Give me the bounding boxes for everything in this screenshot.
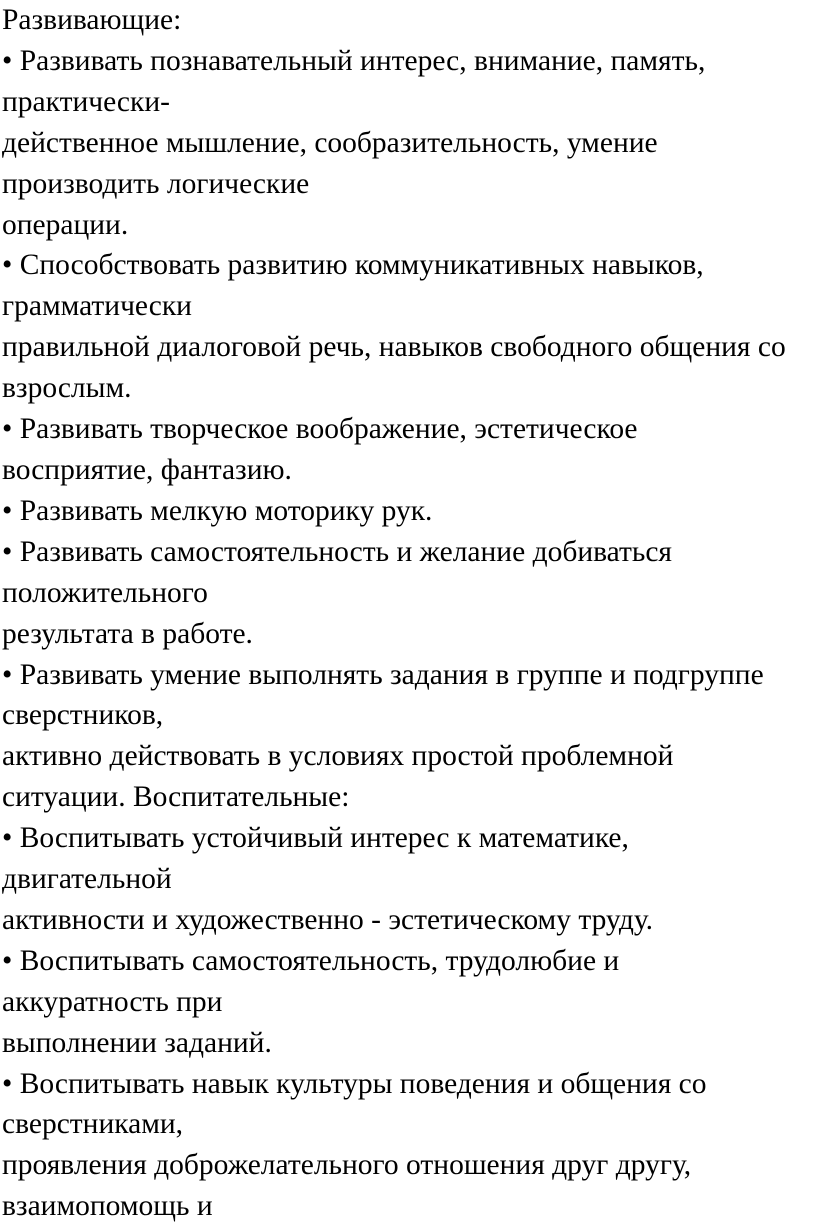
text-line: взаимопомощь и: [2, 1190, 213, 1223]
text-line-with-heading-educational: ситуации. Воспитательные:: [2, 781, 350, 814]
text-line: результата в работе.: [2, 617, 253, 650]
text-line: действенное мышление, сообразительность, умение: [2, 126, 658, 159]
text-line: • Способствовать развитию коммуникативных навыков,: [2, 249, 704, 282]
text-line: операции.: [2, 208, 129, 241]
text-line: • Воспитывать навык культуры поведения и общения со: [2, 1067, 707, 1100]
text-line: правильной диалоговой речь, навыков свободного общения со: [2, 331, 786, 364]
text-line: производить логические: [2, 167, 310, 200]
text-line: • Развивать умение выполнять задания в группе и подгруппе: [2, 658, 764, 691]
text-line: • Воспитывать устойчивый интерес к математике,: [2, 822, 629, 855]
text-line: сверстниками,: [2, 1108, 184, 1141]
text-line: аккуратность при: [2, 985, 223, 1018]
text-line: грамматически: [2, 290, 192, 323]
document-body: [2, 0, 816, 1227]
text-line: активно действовать в условиях простой проблемной: [2, 740, 674, 773]
text-line: • Развивать познавательный интерес, внимание, память,: [2, 44, 706, 77]
text-line: активности и художественно - эстетическому труду.: [2, 903, 654, 936]
text-line: сверстников,: [2, 699, 164, 732]
text-line: практически-: [2, 85, 170, 118]
text-line: • Развивать творческое воображение, эстетическое: [2, 413, 638, 446]
text-line: • Развивать самостоятельность и желание добиваться: [2, 535, 673, 568]
text-line: • Развивать мелкую моторику рук.: [2, 494, 433, 527]
section-heading-developing: Развивающие:: [2, 4, 182, 36]
text-line: двигательной: [2, 863, 172, 896]
text-line: • Воспитывать самостоятельность, трудолюбие и: [2, 944, 620, 977]
text-line: положительного: [2, 576, 208, 609]
text-line: проявления доброжелательного отношения друг другу,: [2, 1149, 692, 1182]
text-line: восприятие, фантазию.: [2, 453, 292, 486]
text-line: взрослым.: [2, 372, 132, 405]
text-line: выполнении заданий.: [2, 1026, 272, 1059]
